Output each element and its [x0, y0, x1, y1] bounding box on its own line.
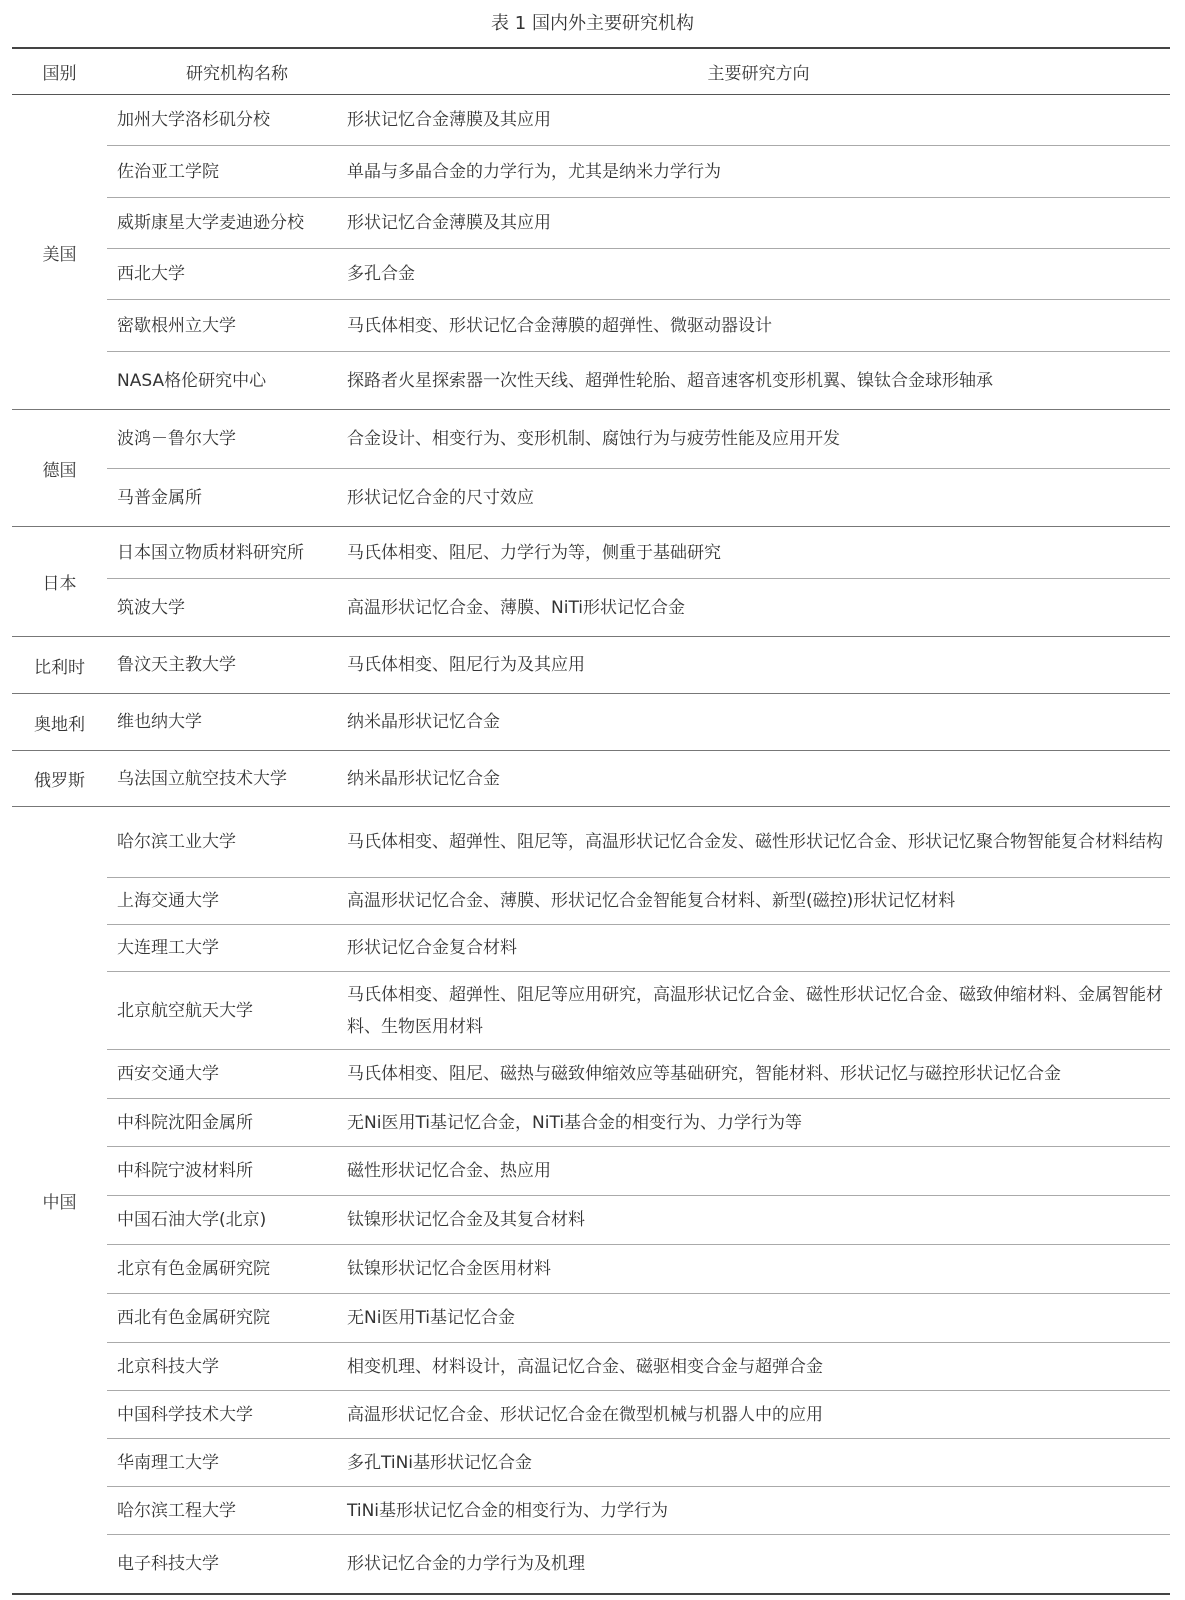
table-row [107, 527, 1170, 578]
institution-cell: 日本国立物质材料研究所 [117, 542, 304, 563]
institution-cell: 哈尔滨工程大学 [117, 1500, 236, 1521]
institution-cell: NASA格伦研究中心 [117, 370, 267, 391]
direction-cell: 无Ni医用Ti基记忆合金，NiTi基合金的相变行为、力学行为等 [347, 1112, 803, 1133]
institution-cell: 中国科学技术大学 [117, 1404, 253, 1425]
direction-cell: 钛镍形状记忆合金医用材料 [347, 1259, 551, 1279]
direction-cell: 多孔合金 [347, 264, 415, 284]
direction-cell: 高温形状记忆合金、薄膜、NiTi形状记忆合金 [347, 597, 686, 618]
table-row [107, 468, 1170, 526]
institution-cell: 北京科技大学 [117, 1356, 219, 1377]
country-group [12, 637, 1170, 694]
table-row [107, 95, 1170, 145]
table-row [107, 751, 1170, 806]
direction-cell: 形状记忆合金的尺寸效应 [347, 487, 534, 508]
direction-cell: 纳米晶形状记忆合金 [347, 768, 500, 789]
direction-cell: 探路者火星探索器一次性天线、超弹性轮胎、超音速客机变形机翼、镍钛合金球形轴承 [347, 370, 993, 391]
table-row [107, 578, 1170, 636]
table-header [12, 49, 1170, 95]
country-cell: 美国 [42, 244, 77, 265]
table-row [107, 924, 1170, 971]
country-group [12, 694, 1170, 751]
direction-cell: 钛镍形状记忆合金及其复合材料 [347, 1210, 585, 1230]
institution-cell: 中科院沈阳金属所 [117, 1112, 253, 1133]
institution-cell: 北京有色金属研究院 [117, 1259, 270, 1279]
table-row [107, 299, 1170, 351]
institution-cell: 大连理工大学 [117, 938, 219, 958]
table-row [107, 694, 1170, 750]
header-country: 国别 [42, 64, 77, 84]
direction-cell: 形状记忆合金的力学行为及机理 [347, 1554, 585, 1574]
country-group [12, 527, 1170, 637]
group-rows [107, 807, 1170, 1593]
group-rows [107, 410, 1170, 526]
country-cell: 日本 [42, 574, 77, 594]
group-rows [107, 751, 1170, 806]
group-rows [107, 527, 1170, 636]
table-row [107, 351, 1170, 409]
table-row [107, 1195, 1170, 1244]
table-row [107, 1390, 1170, 1438]
direction-cell: 形状记忆合金复合材料 [347, 938, 517, 958]
country-cell: 德国 [42, 460, 77, 481]
direction-cell: 马氏体相变、阻尼、磁热与磁致伸缩效应等基础研究，智能材料、形状记忆与磁控形状记忆合金 [347, 1064, 1061, 1084]
table-row [107, 1293, 1170, 1342]
table-row [107, 1244, 1170, 1293]
country-group [12, 751, 1170, 807]
direction-cell: 磁性形状记忆合金、热应用 [347, 1161, 551, 1181]
institution-cell: 筑波大学 [117, 597, 185, 618]
institution-cell: 加州大学洛杉矶分校 [117, 110, 270, 130]
direction-cell: 马氏体相变、阻尼、力学行为等，侧重于基础研究 [347, 542, 721, 563]
table-row [107, 1486, 1170, 1534]
country-cell: 中国 [42, 1192, 77, 1213]
table-row [107, 1098, 1170, 1146]
country-group [12, 807, 1170, 1593]
direction-cell: 马氏体相变、形状记忆合金薄膜的超弹性、微驱动器设计 [347, 315, 772, 336]
institution-cell: 中国石油大学(北京) [117, 1210, 267, 1230]
country-cell: 比利时 [34, 657, 85, 678]
direction-cell: 纳米晶形状记忆合金 [347, 712, 500, 732]
table-row [107, 1342, 1170, 1390]
institution-cell: 北京航空航天大学 [117, 1000, 253, 1021]
institution-cell: 马普金属所 [117, 487, 202, 508]
institution-cell: 西北大学 [117, 264, 185, 284]
direction-cell: 高温形状记忆合金、形状记忆合金在微型机械与机器人中的应用 [347, 1404, 823, 1425]
institution-cell: 维也纳大学 [117, 712, 202, 732]
table-row [107, 248, 1170, 299]
institution-cell: 上海交通大学 [117, 891, 219, 911]
table-row [107, 197, 1170, 248]
group-rows [107, 95, 1170, 409]
table-row [107, 145, 1170, 197]
institution-cell: 乌法国立航空技术大学 [117, 768, 287, 789]
institution-cell: 密歇根州立大学 [117, 315, 236, 336]
direction-cell: 合金设计、相变行为、变形机制、腐蚀行为与疲劳性能及应用开发 [347, 429, 840, 449]
table-row [107, 1438, 1170, 1486]
direction-cell: 马氏体相变、超弹性、阻尼等，高温形状记忆合金发、磁性形状记忆合金、形状记忆聚合物智能复合材料结构 [347, 832, 1163, 852]
institution-cell: 华南理工大学 [117, 1452, 219, 1473]
institution-cell: 佐治亚工学院 [117, 161, 219, 182]
header-direction: 主要研究方向 [707, 64, 810, 84]
country-group [12, 410, 1170, 527]
direction-cell: 无Ni医用Ti基记忆合金 [347, 1308, 516, 1328]
table-body [12, 95, 1170, 1593]
direction-cell: 单晶与多晶合金的力学行为，尤其是纳米力学行为 [347, 161, 721, 182]
institution-cell: 鲁汶天主教大学 [117, 655, 236, 675]
research-institutions-table [12, 47, 1170, 1595]
direction-cell: 高温形状记忆合金、薄膜、形状记忆合金智能复合材料、新型(磁控)形状记忆材料 [347, 891, 956, 911]
table-row [107, 1049, 1170, 1098]
table-row [107, 410, 1170, 468]
direction-cell: 多孔TiNi基形状记忆合金 [347, 1452, 533, 1473]
institution-cell: 威斯康星大学麦迪逊分校 [117, 213, 304, 233]
group-rows [107, 637, 1170, 693]
country-cell: 奥地利 [34, 714, 85, 735]
institution-cell: 波鸿－鲁尔大学 [117, 429, 236, 449]
institution-cell: 中科院宁波材料所 [117, 1161, 253, 1181]
direction-cell: 马氏体相变、阻尼行为及其应用 [347, 655, 585, 675]
table-row [107, 637, 1170, 693]
direction-cell: 形状记忆合金薄膜及其应用 [347, 213, 551, 233]
table-row [107, 807, 1170, 877]
group-rows [107, 694, 1170, 750]
table-row [107, 971, 1170, 1049]
country-cell: 俄罗斯 [34, 771, 85, 791]
table-row [107, 877, 1170, 924]
header-institution: 研究机构名称 [186, 64, 288, 84]
direction-cell: 马氏体相变、超弹性、阻尼等应用研究，高温形状记忆合金、磁性形状记忆合金、磁致伸缩材料、金属智能材料、生物医用材料 [347, 984, 1163, 1037]
direction-cell: TiNi基形状记忆合金的相变行为、力学行为 [347, 1500, 669, 1521]
table-row [107, 1146, 1170, 1195]
institution-cell: 西北有色金属研究院 [117, 1308, 270, 1328]
table-row [107, 1534, 1170, 1593]
direction-cell: 形状记忆合金薄膜及其应用 [347, 110, 551, 130]
country-group [12, 95, 1170, 410]
institution-cell: 电子科技大学 [117, 1554, 219, 1574]
institution-cell: 哈尔滨工业大学 [117, 832, 236, 852]
direction-cell: 相变机理、材料设计，高温记忆合金、磁驱相变合金与超弹合金 [347, 1356, 823, 1377]
institution-cell: 西安交通大学 [117, 1064, 219, 1084]
table-caption: 表 1 国内外主要研究机构 [491, 13, 694, 34]
